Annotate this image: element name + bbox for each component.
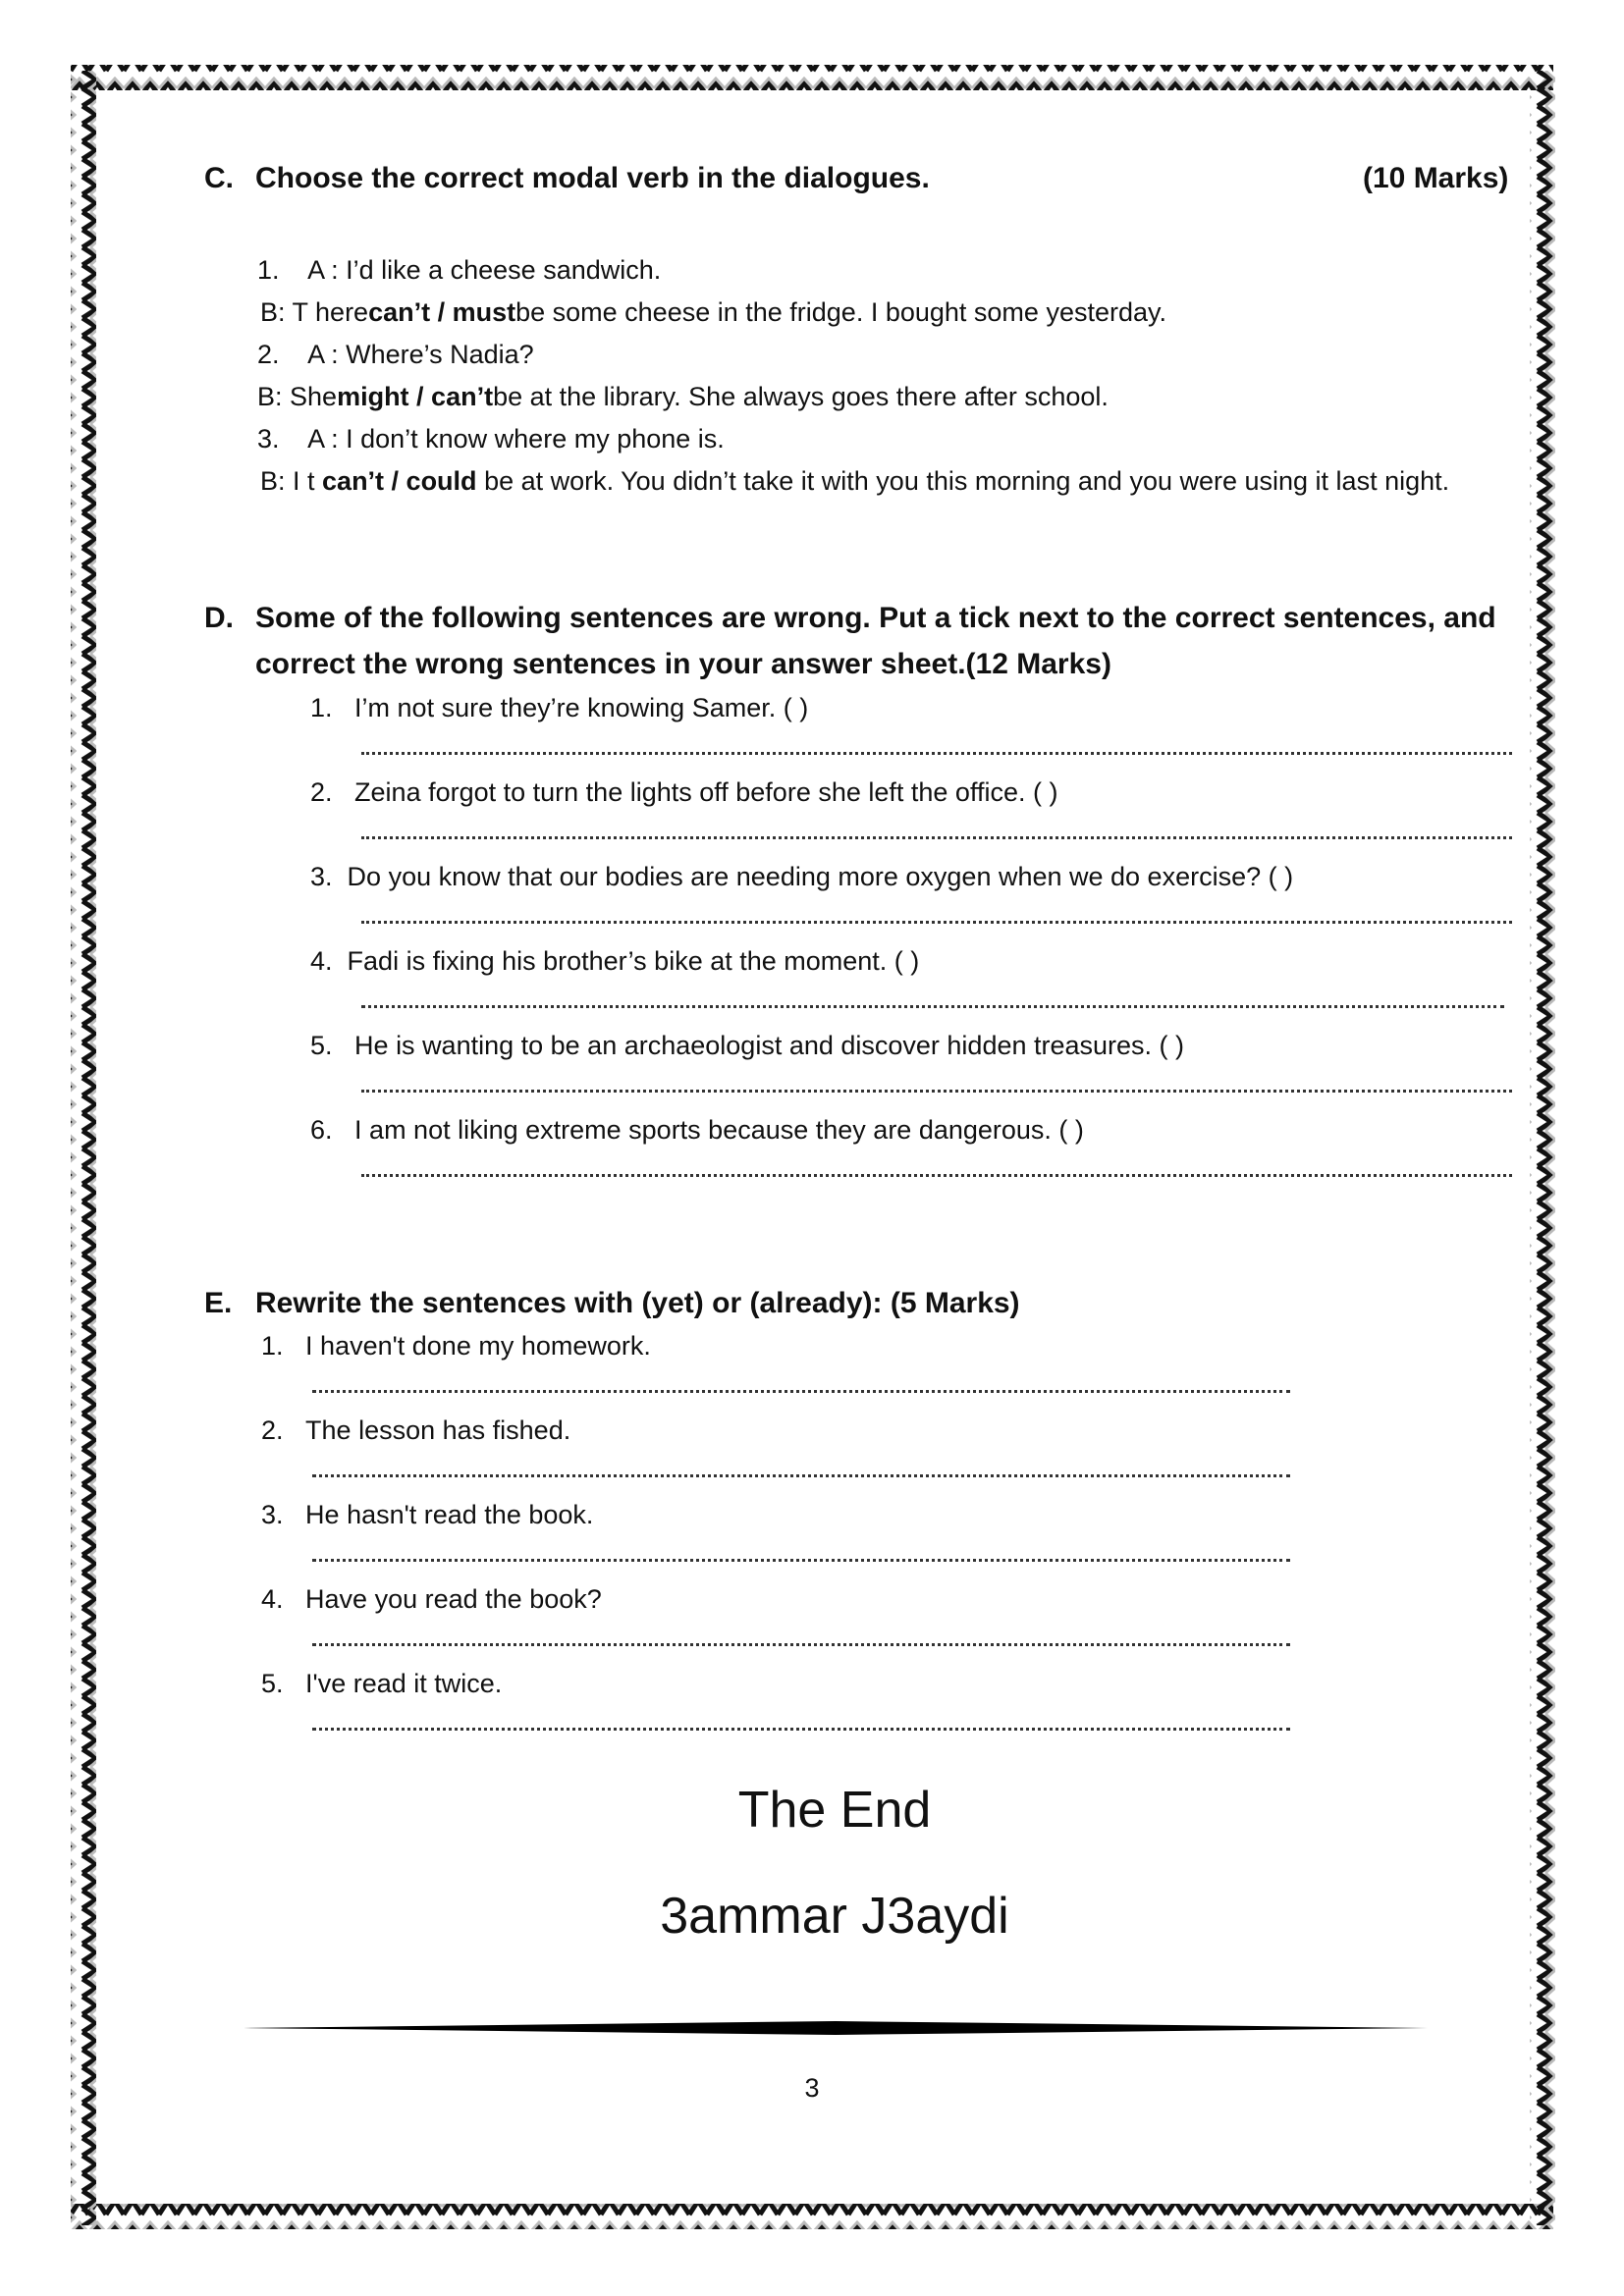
rewrite-item	[261, 1669, 502, 1699]
item-number: 3.	[310, 862, 333, 891]
section-c-marks: (10 Marks)	[1363, 162, 1509, 194]
item-text: I’m not sure they’re knowing Samer. ( )	[354, 693, 809, 722]
item-number: 6.	[310, 1115, 333, 1145]
item-text: Have you read the book?	[305, 1584, 602, 1614]
the-end-text: The End	[737, 1782, 932, 1839]
modal-options: can’t / must	[368, 297, 516, 327]
dialogue-speaker-a: A : Where’s Nadia?	[307, 340, 534, 369]
dialogue-b-suffix: be some cheese in the fridge. I bought some yesterday.	[515, 297, 1166, 327]
rewrite-item	[261, 1331, 651, 1362]
section-e-letter: E.	[204, 1287, 233, 1319]
answer-line	[312, 1559, 1290, 1562]
modal-options: can’t / could	[322, 466, 477, 496]
footer-divider	[244, 2018, 1428, 2038]
item-text: Do you know that our bodies are needing more oxygen when we do exercise? ( )	[347, 862, 1294, 891]
sentence-item	[310, 1031, 1184, 1061]
section-d-title-line2: correct the wrong sentences in your answer sheet.(12 Marks)	[255, 648, 1111, 680]
dialogue-3-line-b	[260, 466, 1449, 497]
sentence-item	[310, 777, 1057, 808]
item-number: 5.	[261, 1669, 284, 1698]
sentence-item	[310, 1115, 1084, 1146]
item-text: I am not liking extreme sports because they are dangerous. ( )	[354, 1115, 1084, 1145]
sentence-item	[310, 862, 1293, 892]
rewrite-item	[261, 1500, 593, 1530]
dialogue-b-prefix: B: She	[257, 382, 338, 411]
dialogue-b-suffix: be at work. You didn’t take it with you this morning and you were using it last night.	[476, 466, 1450, 496]
item-text: The lesson has fished.	[305, 1415, 571, 1445]
dialogue-1-line-a	[257, 255, 661, 286]
item-number: 2.	[310, 777, 333, 807]
item-text: Fadi is fixing his brother’s bike at the moment. ( )	[347, 946, 920, 976]
item-text: I haven't done my homework.	[305, 1331, 651, 1361]
sentence-item	[310, 946, 919, 977]
dialogue-1-line-b	[260, 297, 1166, 328]
page-number: 3	[804, 2073, 820, 2103]
section-c-letter: C.	[204, 162, 234, 194]
answer-line	[312, 1643, 1290, 1646]
item-number: 1.	[261, 1331, 284, 1361]
answer-line	[361, 836, 1512, 839]
section-d-letter: D.	[204, 602, 234, 634]
item-text: Zeina forgot to turn the lights off before she left the office. ( )	[354, 777, 1058, 807]
dialogue-number: 2.	[257, 340, 280, 369]
dialogue-speaker-a: A : I’d like a cheese sandwich.	[307, 255, 662, 285]
dialogue-2-line-a	[257, 340, 534, 370]
answer-line	[361, 1090, 1512, 1093]
answer-line	[312, 1474, 1290, 1477]
dialogue-speaker-a: A : I don’t know where my phone is.	[307, 424, 725, 454]
item-text: I've read it twice.	[305, 1669, 503, 1698]
item-number: 2.	[261, 1415, 284, 1445]
section-c-title: Choose the correct modal verb in the dialogues.	[255, 162, 930, 194]
item-text: He is wanting to be an archaeologist and discover hidden treasures. ( )	[354, 1031, 1185, 1060]
answer-line	[361, 1005, 1504, 1008]
section-e-title: Rewrite the sentences with (yet) or (already): (5 Marks)	[255, 1287, 1020, 1319]
dialogue-number: 1.	[257, 255, 280, 285]
item-number: 4.	[261, 1584, 284, 1614]
sentence-item	[310, 693, 808, 723]
dialogue-number: 3.	[257, 424, 280, 454]
answer-line	[312, 1390, 1290, 1393]
dialogue-2-line-b	[257, 382, 1109, 412]
answer-line	[361, 752, 1512, 755]
dialogue-b-prefix: B: I t	[260, 466, 323, 496]
answer-line	[361, 1174, 1512, 1177]
answer-line	[361, 921, 1512, 924]
item-text: He hasn't read the book.	[305, 1500, 594, 1529]
item-number: 1.	[310, 693, 333, 722]
item-number: 4.	[310, 946, 333, 976]
item-number: 5.	[310, 1031, 333, 1060]
answer-line	[312, 1728, 1290, 1731]
rewrite-item	[261, 1415, 570, 1446]
dialogue-b-prefix: B: T here	[260, 297, 369, 327]
dialogue-3-line-a	[257, 424, 725, 454]
rewrite-item	[261, 1584, 602, 1615]
dialogue-b-suffix: be at the library. She always goes there after school.	[493, 382, 1109, 411]
section-d-title-line1: Some of the following sentences are wrong. Put a tick next to the correct sentences, and	[255, 602, 1496, 634]
modal-options: might / can’t	[337, 382, 494, 411]
item-number: 3.	[261, 1500, 284, 1529]
author-name: 3ammar J3aydi	[660, 1888, 1009, 1945]
